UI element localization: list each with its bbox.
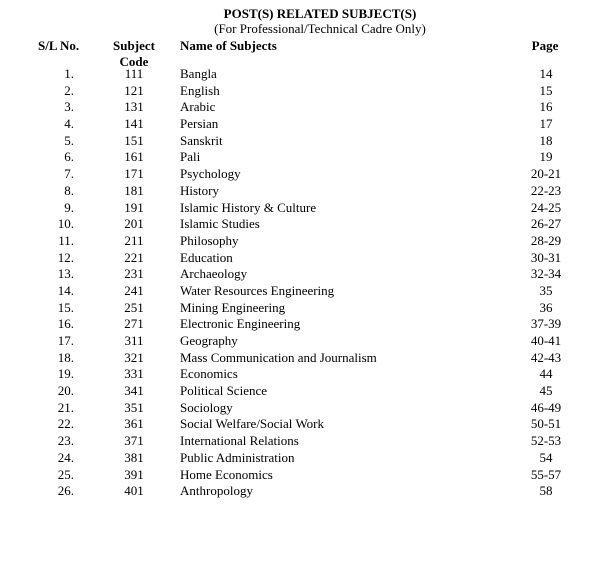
- row-subject-code: 111: [124, 66, 144, 81]
- table-row: [0, 166, 600, 183]
- row-sl-number: 7.: [64, 166, 74, 182]
- row-page: 20-21: [530, 166, 562, 182]
- row-page: 54: [539, 449, 553, 465]
- table-row: [0, 416, 600, 433]
- row-subject-name: Persian: [180, 116, 219, 132]
- row-subject-code: 201: [124, 216, 144, 232]
- row-sl-number: 10.: [57, 216, 74, 232]
- row-subject-name: Islamic Studies: [180, 216, 260, 232]
- row-subject-code: 251: [124, 299, 144, 315]
- row-sl-number: 16.: [57, 316, 74, 332]
- row-subject-code: 181: [124, 182, 144, 198]
- row-subject-name: Arabic: [180, 99, 216, 115]
- row-subject-name: Mass Communication and Journalism: [180, 349, 377, 365]
- row-sl-number: 18.: [57, 349, 74, 365]
- table-row: [0, 383, 600, 400]
- row-page: 32-34: [530, 266, 562, 282]
- row-subject-name: Education: [180, 249, 233, 265]
- row-sl-number: 23.: [57, 433, 74, 449]
- row-subject-name: International Relations: [180, 433, 299, 449]
- row-subject-name: Social Welfare/Social Work: [180, 416, 324, 432]
- row-sl-number: 4.: [64, 116, 74, 132]
- table-row: [0, 183, 600, 200]
- row-page: 24-25: [530, 199, 562, 215]
- row-sl-number: 8.: [64, 182, 74, 198]
- row-subject-name: Sociology: [180, 399, 233, 415]
- subject-table-body: [0, 66, 600, 500]
- row-page: 28-29: [530, 232, 562, 248]
- row-subject-name: Electronic Engineering: [180, 316, 301, 332]
- header-page: Page: [531, 38, 559, 53]
- row-page: 30-31: [530, 249, 562, 265]
- row-sl-number: 15.: [57, 299, 74, 315]
- row-subject-code: 141: [124, 116, 144, 132]
- row-sl-number: 13.: [57, 266, 74, 282]
- row-page: 55-57: [530, 466, 562, 482]
- row-page: 16: [539, 99, 553, 115]
- row-subject-code: 271: [124, 316, 144, 332]
- row-page: 42-43: [530, 349, 562, 365]
- row-sl-number: 24.: [57, 449, 74, 465]
- table-row: [0, 233, 600, 250]
- row-subject-name: Public Administration: [180, 449, 295, 465]
- table-row: [0, 266, 600, 283]
- row-page: 14: [539, 66, 553, 81]
- row-page: 26-27: [530, 216, 562, 232]
- row-sl-number: 25.: [57, 466, 74, 482]
- row-page: 15: [539, 82, 553, 98]
- row-subject-name: Water Resources Engineering: [180, 282, 335, 298]
- row-subject-code: 221: [124, 249, 144, 265]
- row-sl-number: 5.: [64, 132, 74, 148]
- table-row: [0, 99, 600, 116]
- row-subject-code: 311: [124, 333, 144, 348]
- row-sl-number: 2.: [64, 82, 74, 98]
- row-subject-code: 151: [124, 132, 144, 148]
- header-sl-no: S/L No.: [38, 38, 80, 53]
- row-sl-number: 1.: [64, 66, 74, 81]
- row-sl-number: 26.: [57, 483, 74, 499]
- row-subject-name: Home Economics: [180, 466, 273, 482]
- row-subject-code: 341: [124, 383, 144, 399]
- row-subject-code: 121: [124, 82, 144, 98]
- row-subject-name: Psychology: [180, 166, 241, 182]
- header-subject-code-line1: Subject: [113, 38, 155, 53]
- row-subject-code: 241: [124, 282, 144, 298]
- row-subject-name: Political Science: [180, 383, 268, 399]
- row-page: 58: [539, 483, 553, 499]
- row-subject-name: Economics: [180, 366, 238, 382]
- row-subject-code: 371: [124, 433, 144, 449]
- row-sl-number: 3.: [64, 99, 74, 115]
- row-page: 52-53: [530, 433, 562, 449]
- row-subject-code: 231: [124, 266, 144, 282]
- row-page: 36: [539, 299, 553, 315]
- row-subject-code: 401: [124, 483, 144, 499]
- row-subject-code: 381: [124, 449, 144, 465]
- row-subject-name: Islamic History & Culture: [180, 199, 317, 215]
- header-subject-name: Name of Subjects: [180, 38, 277, 53]
- table-row: [0, 66, 600, 83]
- table-row: [0, 83, 600, 100]
- table-row: [0, 283, 600, 300]
- row-sl-number: 12.: [57, 249, 74, 265]
- row-sl-number: 14.: [57, 282, 74, 298]
- row-page: 46-49: [530, 399, 562, 415]
- header-subject-code-line2: Code: [119, 54, 149, 69]
- table-row: [0, 400, 600, 417]
- table-row: [0, 200, 600, 217]
- row-subject-code: 191: [124, 199, 144, 215]
- table-row: [0, 433, 600, 450]
- row-page: 17: [539, 116, 553, 132]
- row-subject-name: English: [180, 82, 220, 98]
- row-sl-number: 22.: [57, 416, 74, 432]
- table-row: [0, 333, 600, 350]
- row-subject-name: Philosophy: [180, 232, 239, 248]
- table-row: [0, 483, 600, 500]
- row-page: 40-41: [530, 333, 562, 348]
- row-sl-number: 20.: [57, 383, 74, 399]
- document-subtitle: (For Professional/Technical Cadre Only): [214, 21, 426, 36]
- row-subject-code: 321: [124, 349, 144, 365]
- row-subject-name: Archaeology: [180, 266, 248, 282]
- table-row: [0, 216, 600, 233]
- row-subject-code: 131: [124, 99, 144, 115]
- row-subject-name: Pali: [180, 149, 201, 165]
- table-row: [0, 149, 600, 166]
- table-row: [0, 133, 600, 150]
- table-row: [0, 366, 600, 383]
- row-subject-name: Mining Engineering: [180, 299, 286, 315]
- row-page: 44: [539, 366, 553, 382]
- row-page: 18: [539, 132, 553, 148]
- row-sl-number: 11.: [58, 232, 74, 248]
- row-page: 45: [539, 383, 553, 399]
- row-subject-code: 161: [124, 149, 144, 165]
- row-page: 50-51: [530, 416, 562, 432]
- row-sl-number: 19.: [57, 366, 74, 382]
- row-page: 35: [539, 282, 553, 298]
- table-row: [0, 250, 600, 267]
- row-page: 37-39: [530, 316, 562, 332]
- row-subject-name: Bangla: [180, 66, 217, 81]
- row-subject-name: Geography: [180, 333, 238, 348]
- row-subject-code: 361: [124, 416, 144, 432]
- table-row: [0, 467, 600, 484]
- row-subject-code: 171: [124, 166, 144, 182]
- row-sl-number: 17.: [57, 333, 74, 348]
- table-row: [0, 350, 600, 367]
- row-sl-number: 21.: [57, 399, 74, 415]
- table-row: [0, 300, 600, 317]
- row-subject-code: 391: [124, 466, 144, 482]
- row-subject-code: 331: [124, 366, 144, 382]
- row-subject-name: Anthropology: [180, 483, 253, 499]
- table-row: [0, 450, 600, 467]
- table-row: [0, 116, 600, 133]
- row-page: 22-23: [530, 182, 562, 198]
- row-sl-number: 9.: [64, 199, 74, 215]
- row-page: 19: [539, 149, 553, 165]
- table-row: [0, 316, 600, 333]
- row-subject-code: 351: [124, 399, 144, 415]
- row-subject-name: History: [180, 182, 219, 198]
- document-title: POST(S) RELATED SUBJECT(S): [223, 6, 417, 21]
- row-subject-name: Sanskrit: [180, 132, 223, 148]
- row-subject-code: 211: [124, 232, 144, 248]
- row-sl-number: 6.: [64, 149, 74, 165]
